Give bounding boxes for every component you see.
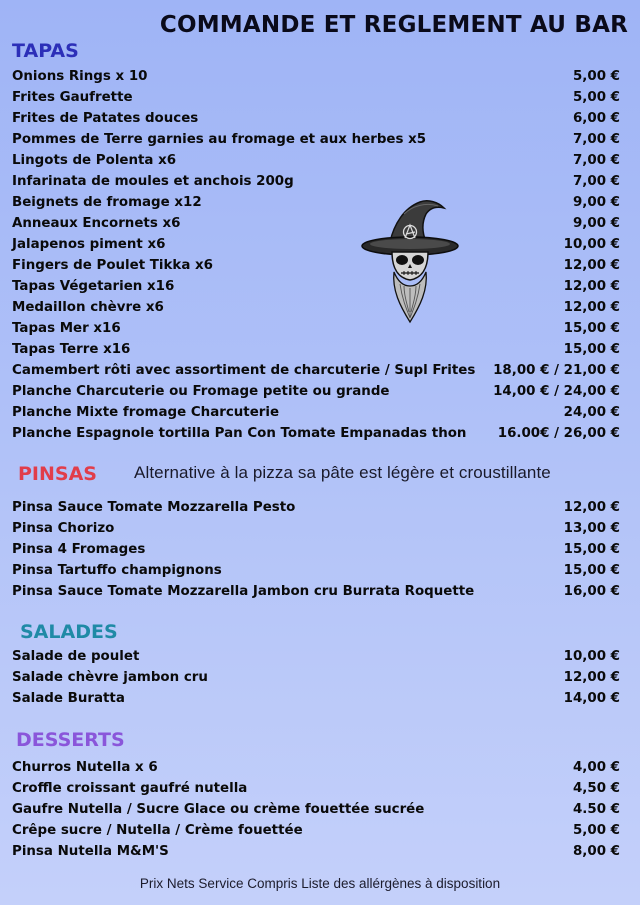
menu-item-name: Planche Mixte fromage Charcuterie — [12, 405, 280, 420]
menu-item-name: Tapas Mer x16 — [12, 321, 121, 336]
menu-item — [12, 381, 624, 402]
menu-item — [12, 150, 624, 171]
menu-item-price: 12,00 € — [563, 279, 620, 294]
tapas-list — [12, 66, 624, 444]
menu-item-name: Onions Rings x 10 — [12, 69, 148, 84]
menu-item-price: 15,00 € — [563, 563, 620, 578]
menu-item — [12, 171, 624, 192]
menu-item-price: 14,00 € — [563, 691, 620, 706]
menu-item-price: 15,00 € — [563, 342, 620, 357]
menu-item-name: Planche Charcuterie ou Fromage petite ou grande — [12, 384, 390, 399]
menu-item-name: Pinsa Sauce Tomate Mozzarella Jambon cru Burrata Roquette — [12, 584, 475, 599]
menu-item — [12, 276, 624, 297]
menu-item — [12, 841, 624, 862]
salades-list — [12, 646, 624, 709]
menu-item-price: 7,00 € — [572, 153, 620, 168]
menu-item-price: 18,00 € / 21,00 € — [493, 363, 620, 378]
menu-item — [12, 360, 624, 381]
menu-item — [12, 87, 624, 108]
menu-item-name: Frites de Patates douces — [12, 111, 199, 126]
menu-item — [12, 297, 624, 318]
menu-item-price: 10,00 € — [563, 237, 620, 252]
menu-item-price: 4,00 € — [572, 760, 620, 775]
menu-item — [12, 192, 624, 213]
section-title-salades: SALADES — [20, 621, 118, 643]
menu-item-price: 7,00 € — [572, 174, 620, 189]
menu-item — [12, 778, 624, 799]
menu-item-name: Churros Nutella x 6 — [12, 760, 158, 775]
menu-item-price: 8,00 € — [572, 844, 620, 859]
menu-item — [12, 255, 624, 276]
menu-item-name: Frites Gaufrette — [12, 90, 133, 105]
menu-item — [12, 234, 624, 255]
menu-item-name: Pinsa Nutella M&M'S — [12, 844, 169, 859]
menu-item-name: Jalapenos piment x6 — [12, 237, 166, 252]
menu-item-price: 12,00 € — [563, 258, 620, 273]
menu-item-price: 16.00€ / 26,00 € — [497, 426, 620, 441]
menu-item-price: 14,00 € / 24,00 € — [493, 384, 620, 399]
menu-item-name: Camembert rôti avec assortiment de charcuterie / Supl Frites — [12, 363, 476, 378]
menu-item-name: Lingots de Polenta x6 — [12, 153, 177, 168]
menu-item-price: 16,00 € — [563, 584, 620, 599]
menu-item — [12, 339, 624, 360]
menu-item-price: 12,00 € — [563, 500, 620, 515]
wizard-skull-icon — [360, 194, 460, 324]
menu-item-price: 6,00 € — [572, 111, 620, 126]
menu-item — [12, 688, 624, 709]
menu-item-name: Planche Espagnole tortilla Pan Con Tomate Empanadas thon — [12, 426, 467, 441]
menu-item-price: 5,00 € — [572, 69, 620, 84]
menu-item-name: Beignets de fromage x12 — [12, 195, 202, 210]
page-title: COMMANDE ET REGLEMENT AU BAR — [159, 12, 628, 38]
desserts-list — [12, 757, 624, 862]
section-title-pinsas: PINSAS — [18, 463, 97, 485]
section-title-desserts: DESSERTS — [16, 729, 125, 751]
menu-item-name: Gaufre Nutella / Sucre Glace ou crème fouettée sucrée — [12, 802, 425, 817]
menu-item — [12, 129, 624, 150]
menu-item-name: Pinsa 4 Fromages — [12, 542, 146, 557]
menu-item-name: Pommes de Terre garnies au fromage et aux herbes x5 — [12, 132, 427, 147]
menu-item — [12, 799, 624, 820]
menu-item — [12, 667, 624, 688]
menu-item-price: 9,00 € — [572, 195, 620, 210]
menu-item — [12, 318, 624, 339]
menu-item-price: 15,00 € — [563, 321, 620, 336]
menu-item-name: Tapas Terre x16 — [12, 342, 131, 357]
menu-item — [12, 108, 624, 129]
menu-item-price: 24,00 € — [563, 405, 620, 420]
menu-item-price: 4.50 € — [572, 802, 620, 817]
menu-item-price: 12,00 € — [563, 670, 620, 685]
menu-item — [12, 497, 624, 518]
menu-item — [12, 646, 624, 667]
menu-item-price: 13,00 € — [563, 521, 620, 536]
menu-item-price: 15,00 € — [563, 542, 620, 557]
pinsas-subtitle: Alternative à la pizza sa pâte est légère et croustillante — [134, 463, 551, 482]
menu-item — [12, 820, 624, 841]
menu-item — [12, 757, 624, 778]
menu-item-price: 5,00 € — [572, 90, 620, 105]
menu-item-name: Medaillon chèvre x6 — [12, 300, 164, 315]
menu-item-name: Crêpe sucre / Nutella / Crème fouettée — [12, 823, 303, 838]
menu-item — [12, 213, 624, 234]
menu-item — [12, 518, 624, 539]
menu-item-name: Salade Buratta — [12, 691, 125, 706]
menu-item — [12, 581, 624, 602]
menu-item-name: Pinsa Sauce Tomate Mozzarella Pesto — [12, 500, 296, 515]
menu-item — [12, 66, 624, 87]
menu-item-price: 7,00 € — [572, 132, 620, 147]
pinsas-list — [12, 497, 624, 602]
menu-item-price: 4,50 € — [572, 781, 620, 796]
menu-item-price: 12,00 € — [563, 300, 620, 315]
section-title-tapas: TAPAS — [12, 40, 79, 62]
menu-item-name: Salade de poulet — [12, 649, 140, 664]
menu-item-name: Pinsa Chorizo — [12, 521, 115, 536]
menu-item-name: Fingers de Poulet Tikka x6 — [12, 258, 213, 273]
menu-item-price: 9,00 € — [572, 216, 620, 231]
menu-item-name: Anneaux Encornets x6 — [12, 216, 181, 231]
menu-item-name: Infarinata de moules et anchois 200g — [12, 174, 294, 189]
menu-item-name: Pinsa Tartuffo champignons — [12, 563, 222, 578]
menu-item-name: Salade chèvre jambon cru — [12, 670, 208, 685]
footer-note: Prix Nets Service Compris Liste des allérgènes à disposition — [139, 876, 501, 891]
menu-item — [12, 402, 624, 423]
menu-item — [12, 560, 624, 581]
menu-item-name: Croffle croissant gaufré nutella — [12, 781, 248, 796]
menu-item-price: 5,00 € — [572, 823, 620, 838]
menu-item — [12, 423, 624, 444]
menu-item-price: 10,00 € — [563, 649, 620, 664]
menu-item-name: Tapas Végetarien x16 — [12, 279, 175, 294]
menu-item — [12, 539, 624, 560]
